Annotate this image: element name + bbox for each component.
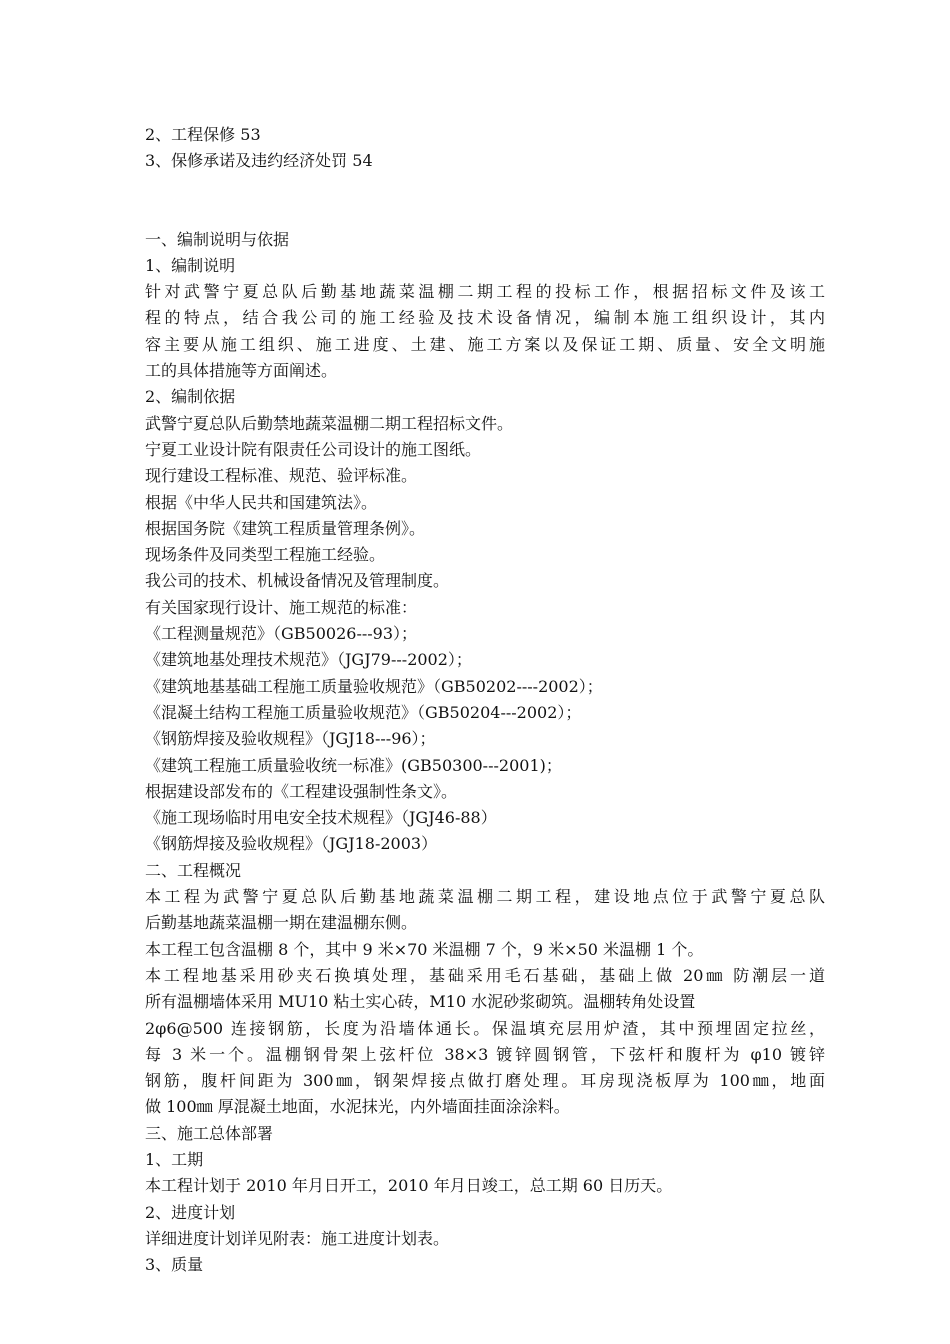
- basis-item: 现场条件及同类型工程施工经验。: [145, 545, 386, 565]
- paragraph-line: 本工程工包含温棚 8 个，其中 9 米×70 米温棚 7 个，9 米×50 米温棚 1 个。: [145, 939, 704, 959]
- toc-line: 2、工程保修 53: [145, 125, 261, 144]
- basis-item: 《混凝土结构工程施工质量验收规范》（GB50204---2002）；: [145, 702, 582, 722]
- subsection-heading: 1、编制说明: [145, 255, 236, 275]
- paragraph-line: 所有温棚墙体采用 MU10 粘土实心砖，M10 水泥砂浆砌筑。温棚转角处设置: [145, 992, 696, 1012]
- paragraph-line: 针对武警宁夏总队后勤基地蔬菜温棚二期工程的投标工作，根据招标文件及该工: [145, 282, 825, 302]
- section-heading: 一、编制说明与依据: [145, 229, 290, 249]
- paragraph-line: 详细进度计划详见附表：施工进度计划表。: [145, 1228, 450, 1248]
- subsection-heading: 2、编制依据: [145, 387, 236, 407]
- basis-item: 《工程测量规范》（GB50026---93）；: [145, 624, 418, 644]
- paragraph-line: 后勤基地蔬菜温棚一期在建温棚东侧。: [145, 913, 418, 933]
- subsection-heading: 2、进度计划: [145, 1202, 236, 1222]
- basis-item: 宁夏工业设计院有限责任公司设计的施工图纸。: [145, 439, 482, 459]
- subsection-heading: 1、工期: [145, 1149, 204, 1169]
- basis-item: 现行建设工程标准、规范、验评标准。: [145, 466, 418, 486]
- basis-item: 我公司的技术、机械设备情况及管理制度。: [145, 571, 450, 591]
- basis-item: 《建筑地基处理技术规范》（JGJ79---2002）；: [145, 650, 472, 670]
- basis-item: 武警宁夏总队后勤禁地蔬菜温棚二期工程招标文件。: [145, 413, 514, 433]
- paragraph-line: 每 3 米一个。温棚钢骨架上弦杆位 38×3 镀锌圆钢管，下弦杆和腹杆为 φ10 镀锌: [145, 1044, 825, 1064]
- toc-line: 3、保修承诺及违约经济处罚 54: [145, 151, 373, 171]
- paragraph-line: 工的具体措施等方面阐述。: [145, 361, 338, 381]
- paragraph-line: 2φ6@500 连接钢筋，长度为沿墙体通长。保温填充层用炉渣，其中预埋固定拉丝，: [145, 1018, 825, 1038]
- document-page: [145, 122, 825, 1278]
- basis-item: 《施工现场临时用电安全技术规程》（JGJ46-88）: [145, 808, 497, 828]
- paragraph-line: 本工程计划于 2010 年月日开工，2010 年月日竣工，总工期 60 日历天。: [145, 1176, 673, 1196]
- basis-item: 根据国务院《建筑工程质量管理条例》。: [145, 518, 426, 538]
- paragraph-line: 本工程为武警宁夏总队后勤基地蔬菜温棚二期工程，建设地点位于武警宁夏总队: [145, 887, 825, 907]
- paragraph-line: 本工程地基采用砂夹石换填处理，基础采用毛石基础，基础上做 20㎜ 防潮层一道: [145, 965, 825, 985]
- basis-item: 有关国家现行设计、施工规范的标准：: [145, 597, 418, 617]
- paragraph-line: 钢筋，腹杆间距为 300㎜，钢架焊接点做打磨处理。耳房现浇板厚为 100㎜，地面: [145, 1071, 825, 1091]
- paragraph-line: 容主要从施工组织、施工进度、土建、施工方案以及保证工期、质量、安全文明施: [145, 334, 825, 354]
- subsection-heading: 3、质量: [145, 1255, 204, 1275]
- paragraph-line: 程的特点，结合我公司的施工经验及技术设备情况，编制本施工组织设计，其内: [145, 308, 825, 328]
- basis-item: 《钢筋焊接及验收规程》（JGJ18---96）；: [145, 729, 436, 749]
- spacer: [145, 175, 825, 227]
- section-heading: 三、施工总体部署: [145, 1123, 274, 1143]
- basis-item: 《建筑地基基础工程施工质量验收规范》（GB50202----2002）；: [145, 676, 603, 696]
- paragraph-line: 做 100㎜ 厚混凝土地面，水泥抹光，内外墙面挂面涂涂料。: [145, 1097, 570, 1117]
- section-heading: 二、工程概况: [145, 860, 242, 880]
- basis-item: 《建筑工程施工质量验收统一标准》(GB50300---2001)；: [145, 755, 562, 775]
- basis-item: 《钢筋焊接及验收规程》（JGJ18-2003）: [145, 834, 438, 854]
- basis-item: 根据建设部发布的《工程建设强制性条文》。: [145, 781, 458, 801]
- basis-item: 根据《中华人民共和国建筑法》。: [145, 492, 378, 512]
